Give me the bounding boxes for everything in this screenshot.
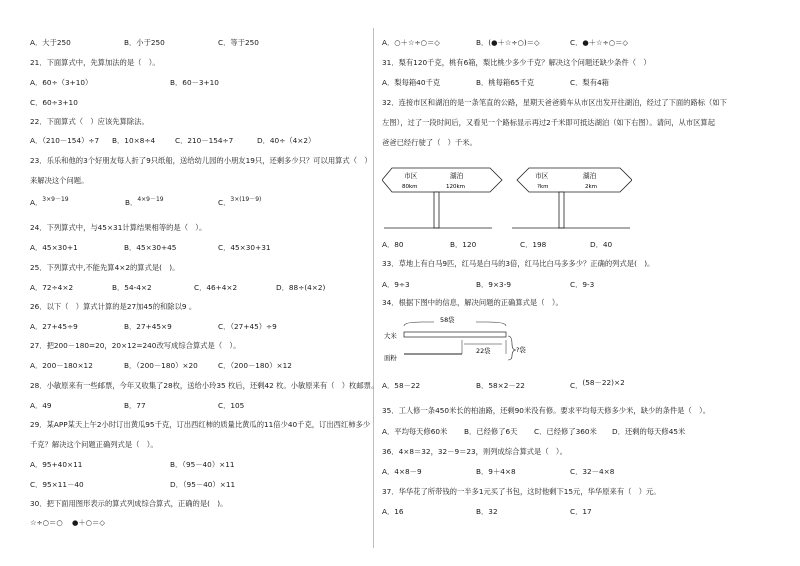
diagram-right-label: ?袋 <box>516 346 526 354</box>
sign-right-dist-city: ?km <box>537 184 549 190</box>
q26-option-b: B．27+45×9 <box>124 322 172 331</box>
q35-option-b: B．已经修了6天 <box>464 427 518 436</box>
q30-question: 30．把下面用图形表示的算式列成综合算式，正确的是( )。 <box>30 499 228 508</box>
sign-left-label-lake: 湖泊 <box>450 172 464 180</box>
q31-option-c: C．梨有4箱 <box>570 78 609 87</box>
q31-option-a: A．梨每箱40千克 <box>382 78 441 87</box>
q27-option-c: C．（200－180）×12 <box>218 361 292 370</box>
diagram-label-flour: 面粉 <box>384 354 397 362</box>
diagram-label-rice: 大米 <box>384 332 397 340</box>
q30-equation-2: ●＋○＝◇ <box>72 518 105 527</box>
q25-question: 25．下列算式中,不能先算4×2的算式是( )。 <box>30 263 180 272</box>
q33-option-a: A．9÷3 <box>382 280 410 289</box>
sign-right-label-lake: 湖泊 <box>583 172 597 180</box>
sign-right-dist-lake: 2km <box>585 184 598 190</box>
q34-question: 34．根据下图中的信息，解决问题的正确算式是（ ）。 <box>382 298 563 307</box>
q29-option-a: A．95+40×11 <box>30 460 83 469</box>
q30-option-b: B．(●＋☆÷○)＝◇ <box>476 38 540 47</box>
q34-option-b: B．58×2－22 <box>476 381 525 390</box>
q24-option-a: A．45×30+1 <box>30 243 78 252</box>
column-divider <box>373 28 374 548</box>
q37-question: 37．华华花了所带钱的一半多1元买了书包，这时他剩下15元，华华原来有（ ）元。 <box>382 487 661 496</box>
q24-option-c: C．45×30+31 <box>218 243 271 252</box>
q21-option-a: A．60÷（3+10） <box>30 78 93 87</box>
q24-option-b: B．45×30+45 <box>124 243 177 252</box>
q37-option-b: B．32 <box>476 507 498 516</box>
q27-option-b: B．（200－180）×20 <box>124 361 198 370</box>
q22-option-d: D．40÷（4×2） <box>257 136 316 145</box>
diagram-mid-label: 22袋 <box>476 347 491 355</box>
q26-option-c: C．（27+45）÷9 <box>218 322 277 331</box>
q25-option-c: C．46+4×2 <box>194 283 238 292</box>
q22-option-a: A．（210－154）÷7 <box>30 136 100 145</box>
q22-question: 22．下面算式（ ）应该先算除法。 <box>30 117 149 126</box>
q20-option-c: C．等于250 <box>218 38 259 47</box>
q29-option-c: C．95×11－40 <box>30 480 84 489</box>
q28-option-a: A．49 <box>30 401 52 410</box>
q29-question-line2: 千克？解决这个问题正确列式是（ ）。 <box>30 440 158 449</box>
q28-option-b: B．77 <box>124 401 146 410</box>
q37-option-a: A．16 <box>382 507 404 516</box>
q23-option-c: C．$^{3\times(19-9)}$ <box>218 196 262 207</box>
q25-option-a: A．72÷4×2 <box>30 283 74 292</box>
q31-question: 31．梨有120千克，桃有6箱，梨比桃少多少千克？解决这个问题还缺少条件（ ） <box>382 58 651 67</box>
q26-question: 26．以下（ ）算式计算的是27加45的和除以9 。 <box>30 302 197 311</box>
q34-segment-diagram <box>382 314 532 364</box>
q23-option-b: B．$^{4\times 9-19}$ <box>125 196 164 207</box>
q29-option-d: D．（95－40）×11 <box>170 480 236 489</box>
q25-option-b: B．54-4×2 <box>112 283 152 292</box>
q32-option-d: D．40 <box>590 240 613 249</box>
q34-option-c: C．(58－22)×2 <box>570 378 625 390</box>
q36-option-b: B．9＋4×8 <box>476 467 516 476</box>
q35-option-a: A．平均每天修60米 <box>382 427 448 436</box>
q37-option-c: C．17 <box>570 507 592 516</box>
q33-option-b: B．9×3-9 <box>476 280 511 289</box>
q22-option-c: C．210－154÷7 <box>175 136 234 145</box>
q33-option-c: C．9-3 <box>570 280 595 289</box>
q32-sign-left <box>382 168 502 228</box>
q32-question-line3: 爸爸已经行驶了（ ）千米。 <box>382 138 477 147</box>
q34-option-a: A．58－22 <box>382 381 421 390</box>
q35-option-d: D．还剩的每天修45米 <box>612 427 686 436</box>
q28-option-c: C．105 <box>218 401 245 410</box>
q35-question: 35．工人修一条450米长的柏油路，还剩90米没有修。要求平均每天修多少米，缺少的条件是（ ）。 <box>382 406 711 415</box>
q30-equation-1: ☆÷○＝○ <box>30 518 63 527</box>
diagram-top-label: 58袋 <box>440 316 455 324</box>
q29-option-b: B．（95－40）×11 <box>170 460 235 469</box>
q32-road-signs <box>382 156 632 230</box>
q32-sign-right <box>517 168 632 228</box>
q32-option-a: A．80 <box>382 240 404 249</box>
q28-question: 28．小敏原来有一些邮票，今年又收集了28枚，送给小玲35 枚后，还剩42 枚。小敏原来有（ ）枚邮票。 <box>30 381 379 390</box>
q20-option-a: A．大于250 <box>30 38 71 47</box>
q29-question-line1: 29．某APP某天上午2小时订出黄瓜95千克，订出西红柿的质量比黄瓜的11倍少40千克，订出西红柿多少 <box>30 420 371 429</box>
q27-question: 27．把200－180=20，20×12=240改写成综合算式是（ ）。 <box>30 341 241 350</box>
q23-option-a: A．$^{3\times 9-19}$ <box>30 196 69 207</box>
q33-question: 33．草地上有白马9匹，红马是白马的3倍，红马比白马多多少？正确的列式是( )。 <box>382 259 655 268</box>
q23-question-line2: 来解决这个问题。 <box>30 176 89 185</box>
sign-right-label-city: 市区 <box>535 172 549 180</box>
q22-option-b: B．10×8÷4 <box>112 136 156 145</box>
q21-option-c: C．60÷3+10 <box>30 98 78 107</box>
q24-question: 24．下列算式中，与45×31计算结果相等的是（ ）。 <box>30 223 207 232</box>
q32-question-line2: 左图），过了一段时间后，又看见一个路标显示再过2千米即可抵达湖泊（如下右图）。请问，从市区算起 <box>382 118 715 127</box>
q25-option-d: D．88÷(4×2) <box>276 283 326 292</box>
q21-option-b: B．60－3+10 <box>170 78 219 87</box>
sign-left-dist-city: 80km <box>402 184 418 190</box>
q36-option-c: C．32－4×8 <box>570 467 615 476</box>
q32-question-line1: 32．连接市区和湖泊的是一条笔直的公路，星期天爸爸骑车从市区出发开往湖泊，经过了下面的路标（如下 <box>382 98 727 107</box>
q23-question-line1: 23．乐乐和他的3个好朋友每人折了9只纸船，送给幼儿园的小朋友19只，还剩多少只？可以用算式（ ） <box>30 156 372 165</box>
q32-option-c: C．198 <box>520 240 547 249</box>
q20-option-b: B．小于250 <box>124 38 165 47</box>
q36-option-a: A．4×8－9 <box>382 467 422 476</box>
q32-option-b: B．120 <box>450 240 477 249</box>
q36-question: 36．4×8＝32，32－9＝23，则列成综合算式是（ ）。 <box>382 447 567 456</box>
q26-option-a: A．27+45÷9 <box>30 322 78 331</box>
sign-left-label-city: 市区 <box>404 172 418 180</box>
q21-question: 21．下面算式中，先算加法的是（ ）。 <box>30 58 160 67</box>
sign-left-dist-lake: 120km <box>446 184 466 190</box>
q27-option-a: A．200－180×12 <box>30 361 93 370</box>
q31-option-b: B．桃每箱65千克 <box>476 78 535 87</box>
q35-option-c: C．已经修了360米 <box>534 427 597 436</box>
q30-option-a: A．○＋☆÷○＝◇ <box>382 38 440 47</box>
q30-option-c: C．●＋☆÷○＝◇ <box>570 38 628 47</box>
